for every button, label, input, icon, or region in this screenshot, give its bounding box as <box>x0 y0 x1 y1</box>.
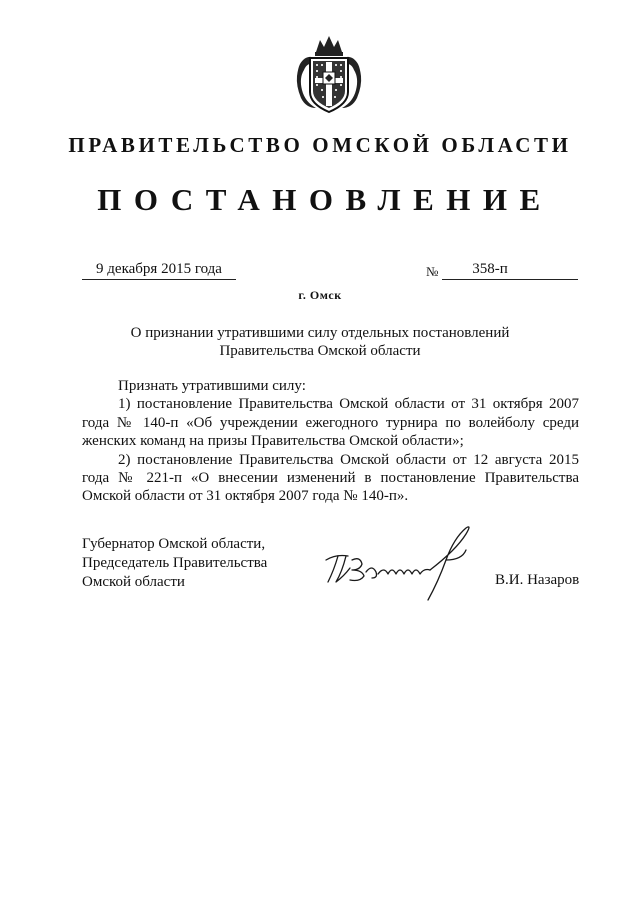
body-item-2: 2) постановление Правительства Омской области от 12 августа 2015 года № 221-п «О внесении изменений в постановление Правительства Омской области от 31 октября 2007 года № 140-п». <box>82 451 579 505</box>
decree-date: 9 декабря 2015 года <box>82 261 236 280</box>
body-intro: Признать утратившими силу: <box>118 378 306 394</box>
decree-body <box>82 377 579 506</box>
decree-subject <box>0 324 640 360</box>
signer-title <box>82 535 267 592</box>
city-name: г. Омск <box>298 288 342 302</box>
subject-line-2: Правительства Омской области <box>219 343 421 359</box>
document-type-title: ПОСТАНОВЛЕНИЕ <box>97 182 553 217</box>
number-label: № <box>426 264 439 279</box>
coat-of-arms-emblem <box>296 34 362 116</box>
subject-line-1: О признании утратившими силу отдельных постановлений <box>130 325 510 341</box>
signer-title-line-2: Председатель Правительства <box>82 555 268 571</box>
signer-title-line-1: Губернатор Омской области, <box>82 536 266 552</box>
decree-number: 358-п <box>442 261 578 280</box>
government-name: ПРАВИТЕЛЬСТВО ОМСКОЙ ОБЛАСТИ <box>68 133 572 157</box>
signer-title-line-3: Омской области <box>82 574 185 590</box>
body-item-1: 1) постановление Правительства Омской области от 31 октября 2007 года № 140-п «Об учреждении ежегодного турнира по волейболу среди женских команд на призы Правительства Омской области»; <box>82 396 579 450</box>
handwritten-signature <box>316 520 486 605</box>
signer-name: В.И. Назаров <box>495 572 580 588</box>
